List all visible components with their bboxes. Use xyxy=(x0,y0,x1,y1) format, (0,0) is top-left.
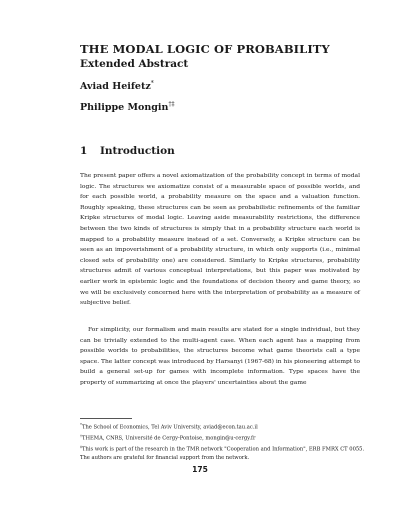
page-number: 175 xyxy=(192,465,208,474)
author-name: Philippe Mongin†‡ xyxy=(80,101,175,114)
footnote: †THEMA, CNRS, Université de Cergy-Pontoise, mongin@u-cergy.fr xyxy=(80,433,256,442)
paper-subtitle: Extended Abstract xyxy=(80,58,189,70)
section-number: 1 xyxy=(80,145,88,157)
footnote: *The School of Economics, Tel Aviv University, aviad@econ.tau.ac.il xyxy=(80,422,258,431)
section-title: Introduction xyxy=(100,145,175,157)
author-name: Aviad Heifetz* xyxy=(80,80,154,93)
body-paragraph: For simplicity, our formalism and main results are stated for a single individual, but they can be trivially extended to the multi-agent case. When each agent has a mapping from possible worlds to probabilities, the structures become what game theorists call a type space. The latter concept was introduced by Harsanyi (1967-68) in his pioneering attempt to build a general set-up for games with incomplete information. Type spaces have the property of summarizing at once the players' uncertainties about the game xyxy=(80,326,360,386)
section-heading xyxy=(80,145,175,157)
footnotes xyxy=(80,421,370,463)
footnote-mark: †‡ xyxy=(168,101,175,108)
footnote-mark: * xyxy=(150,80,154,87)
footnote-rule xyxy=(80,418,132,419)
footnote: ‡This work is part of the research in the TMR network "Cooperation and Information", ERB FMRX CT 0055. The authors are grateful for financial support from the network. xyxy=(80,444,365,462)
paper-title: THE MODAL LOGIC OF PROBABILITY xyxy=(80,42,330,56)
body-paragraph: The present paper offers a novel axiomatization of the probability concept in terms of modal logic. The structures we axiomatize consist of a measurable space of possible worlds, and for each possible world, a probability measure on the space and a valuation function. Roughly speaking, these structures can be seen as probabilistic refinements of the familiar Kripke structures of modal logic. Leaving aside measurability restrictions, the difference between the two kinds of structures is simply that in a probability structure each world is mapped to a probability measure instead of a set. Conversely, a Kripke structure can be seen as an impoverishment of a probability structure, in which only supports (i.e., minimal closed sets of probability one) are considered. Similarly to Kripke structures, probability structures admit of various conceptual interpretations, but this paper was motivated by earlier work in epistemic logic and the foundations of decision theory and game theory, so we will be exclusively concerned here with the interpretation of probability as a measure of subjective belief. xyxy=(80,172,360,307)
